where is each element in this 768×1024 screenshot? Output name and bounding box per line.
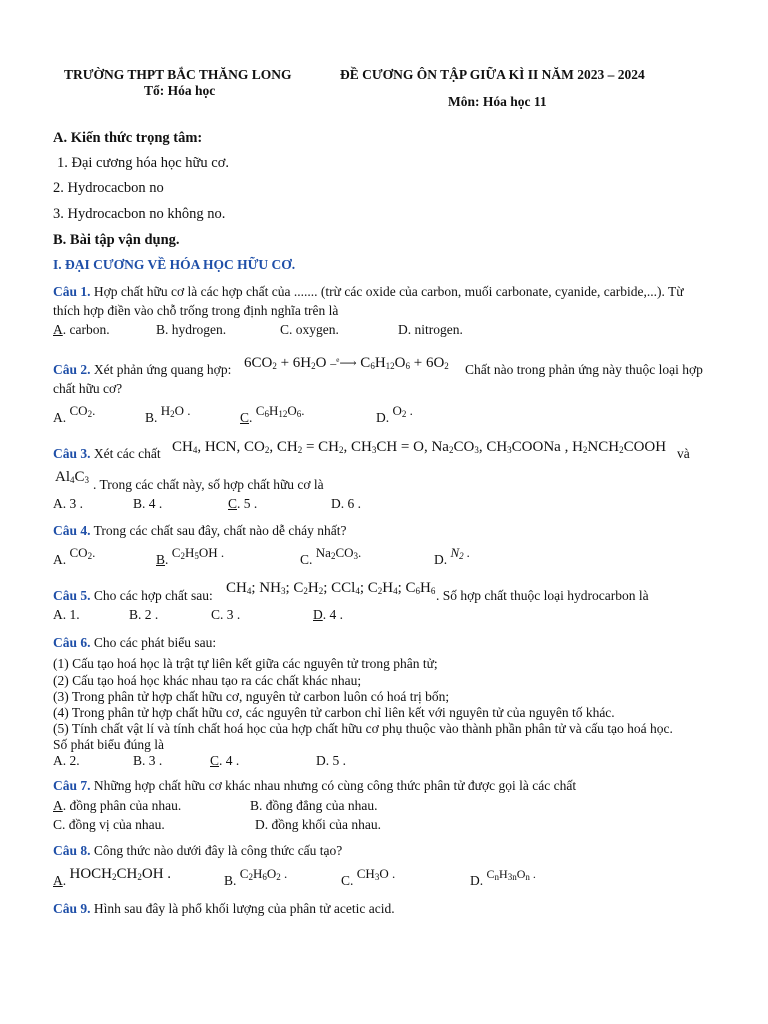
question-text-cont: chất hữu cơ? bbox=[53, 381, 123, 396]
question-text: Hình sau đây là phổ khối lượng của phân tử acetic acid. bbox=[93, 901, 395, 916]
question-7 bbox=[53, 778, 576, 794]
question-text: Trong các chất sau đây, chất nào dễ cháy nhất? bbox=[93, 523, 347, 538]
document-title: ĐỀ CƯƠNG ÔN TẬP GIỮA KÌ II NĂM 2023 – 2024 bbox=[340, 67, 645, 82]
section-a-item-2: 2. Hydrocacbon no bbox=[53, 180, 164, 196]
question-5 bbox=[53, 588, 213, 604]
question-text: Công thức nào dưới đây là công thức cấu tạo? bbox=[93, 843, 343, 858]
question-label: Câu 8. bbox=[53, 843, 91, 858]
conjunction: và bbox=[677, 446, 690, 461]
q7-option-b[interactable]: B. đồng đẳng của nhau. bbox=[250, 798, 378, 813]
question-text-cont: thích hợp điền vào chỗ trống trong định nghĩa trên là bbox=[53, 303, 339, 318]
q5-option-b[interactable]: B. 2 . bbox=[129, 607, 159, 622]
q3-option-a[interactable]: A. 3 . bbox=[53, 496, 83, 511]
q2-option-a[interactable]: A. $CO_2$. bbox=[53, 403, 96, 425]
department: Tổ: Hóa học bbox=[144, 83, 216, 98]
section-b-heading: B. Bài tập vận dụng. bbox=[53, 232, 180, 248]
q5-option-c[interactable]: C. 3 . bbox=[211, 607, 241, 622]
statement-2: (2) Cấu tạo hoá học khác nhau tạo ra các chất khác nhau; bbox=[53, 673, 362, 688]
q1-option-a[interactable]: A. carbon. bbox=[53, 322, 110, 337]
statement-3: (3) Trong phân tử hợp chất hữu cơ, nguyên tử carbon luôn có hoá trị bốn; bbox=[53, 689, 450, 704]
q5-option-d[interactable]: D. 4 . bbox=[313, 607, 343, 622]
question-text: Xét các chất bbox=[93, 446, 161, 461]
statement-4: (4) Trong phân tử hợp chất hữu cơ, các nguyên tử carbon chỉ liên kết với nguyên tử của nguyên tố khác. bbox=[53, 705, 615, 720]
section-a-heading: A. Kiến thức trọng tâm: bbox=[53, 130, 203, 146]
question-label: Câu 5. bbox=[53, 588, 91, 603]
q8-option-a[interactable]: A. $HOCH_2CH_2OH$ . bbox=[53, 866, 172, 888]
q7-option-a[interactable]: A. đồng phân của nhau. bbox=[53, 798, 182, 813]
compound-al4c3: $Al_4C_3$ bbox=[55, 469, 90, 485]
part-i-heading: I. ĐẠI CƯƠNG VỀ HÓA HỌC HỮU CƠ. bbox=[53, 257, 296, 272]
q3-option-c[interactable]: C. 5 . bbox=[228, 496, 258, 511]
question-1 bbox=[53, 284, 684, 300]
question-label: Câu 1. bbox=[53, 284, 91, 299]
question-9 bbox=[53, 901, 395, 917]
question-label: Câu 6. bbox=[53, 635, 91, 650]
question-4 bbox=[53, 523, 346, 539]
q7-option-d[interactable]: D. đồng khối của nhau. bbox=[255, 817, 381, 832]
q3-option-d[interactable]: D. 6 . bbox=[331, 496, 361, 511]
question-text: Những hợp chất hữu cơ khác nhau nhưng có cùng công thức phân tử được gọi là các chất bbox=[93, 778, 577, 793]
q3-option-b[interactable]: B. 4 . bbox=[133, 496, 163, 511]
question-2 bbox=[53, 362, 231, 378]
q8-option-b[interactable]: B. $C_2H_6O_2$ . bbox=[224, 866, 288, 888]
hydrocarbon-candidates: $CH_4$; $NH_3$; $C_2H_2$; CCl$_4$; $C_2H_4$; $C_6H_6$ bbox=[226, 580, 436, 596]
photosynthesis-equation: $6CO_2 + 6H_2O$ –$^e$⟶ $C_6H_{12}O_6 + 6O_2$ bbox=[244, 355, 449, 371]
statement-1: (1) Cấu tạo hoá học là trật tự liên kết giữa các nguyên tử trong phân tử; bbox=[53, 656, 438, 671]
question-6 bbox=[53, 635, 216, 651]
statement-5: (5) Tính chất vật lí và tính chất hoá học của hợp chất hữu cơ phụ thuộc vào thành phần phân tử và cấu tạo hoá học. bbox=[53, 721, 673, 736]
question-label: Câu 3. bbox=[53, 446, 91, 461]
q7-option-c[interactable]: C. đồng vị của nhau. bbox=[53, 817, 165, 832]
question-text: Cho các phát biểu sau: bbox=[93, 635, 217, 650]
section-a-item-3: 3. Hydrocacbon no không no. bbox=[53, 206, 226, 222]
q1-option-d[interactable]: D. nitrogen. bbox=[398, 322, 463, 337]
q4-option-b[interactable]: B. $C_2H_5OH$ . bbox=[156, 545, 225, 567]
question-text: . Số hợp chất thuộc loại hydrocarbon là bbox=[436, 588, 649, 603]
q2-option-d[interactable]: D. $O_2$ . bbox=[376, 403, 413, 425]
q4-option-c[interactable]: C. $Na_2CO_3$. bbox=[300, 545, 362, 567]
q2-option-c[interactable]: C. $C_6H_{12}O_6$. bbox=[240, 403, 305, 425]
q6-option-c[interactable]: C. 4 . bbox=[210, 753, 240, 768]
q6-option-b[interactable]: B. 3 . bbox=[133, 753, 163, 768]
school-name: TRƯỜNG THPT BẮC THĂNG LONG bbox=[64, 67, 292, 82]
question-label: Câu 7. bbox=[53, 778, 91, 793]
q6-option-a[interactable]: A. 2. bbox=[53, 753, 80, 768]
q2-option-b[interactable]: B. $H_2O$ . bbox=[145, 403, 191, 425]
compounds-list: $CH_4$, HCN, $CO_2$, $CH_2 = CH_2$, $CH_3CH = O$, $Na_2CO_3$, $CH_3COONa$ , $H_2NCH_2COOH$ bbox=[172, 439, 667, 455]
q8-option-d[interactable]: D. $C_nH_{3n}O_n$ . bbox=[470, 867, 536, 888]
q1-option-c[interactable]: C. oxygen. bbox=[280, 322, 339, 337]
q6-option-d[interactable]: D. 5 . bbox=[316, 753, 346, 768]
q4-option-a[interactable]: A. $CO_2$. bbox=[53, 545, 96, 567]
question-label: Câu 4. bbox=[53, 523, 91, 538]
q5-option-a[interactable]: A. 1. bbox=[53, 607, 80, 622]
subject: Môn: Hóa học 11 bbox=[448, 94, 547, 109]
question-8 bbox=[53, 843, 342, 859]
question-text: Hợp chất hữu cơ là các hợp chất của ....... (trừ các oxide của carbon, muối carbonate, cyanide, carbide,...). Từ bbox=[93, 284, 684, 299]
q4-option-d[interactable]: D. $N_2$ . bbox=[434, 545, 471, 567]
question-text: Chất nào trong phản ứng này thuộc loại hợp bbox=[465, 362, 703, 377]
question-text: Xét phản ứng quang hợp: bbox=[93, 362, 232, 377]
question-label: Câu 2. bbox=[53, 362, 91, 377]
statement-count-prompt: Số phát biểu đúng là bbox=[53, 737, 164, 752]
question-text: Cho các hợp chất sau: bbox=[93, 588, 213, 603]
q1-option-b[interactable]: B. hydrogen. bbox=[156, 322, 227, 337]
q8-option-c[interactable]: C. $CH_3O$ . bbox=[341, 866, 396, 888]
section-a-item-1: 1. Đại cương hóa học hữu cơ. bbox=[57, 155, 229, 171]
question-label: Câu 9. bbox=[53, 901, 91, 916]
question-3 bbox=[53, 446, 161, 462]
question-text-cont: . Trong các chất này, số hợp chất hữu cơ là bbox=[93, 477, 324, 492]
